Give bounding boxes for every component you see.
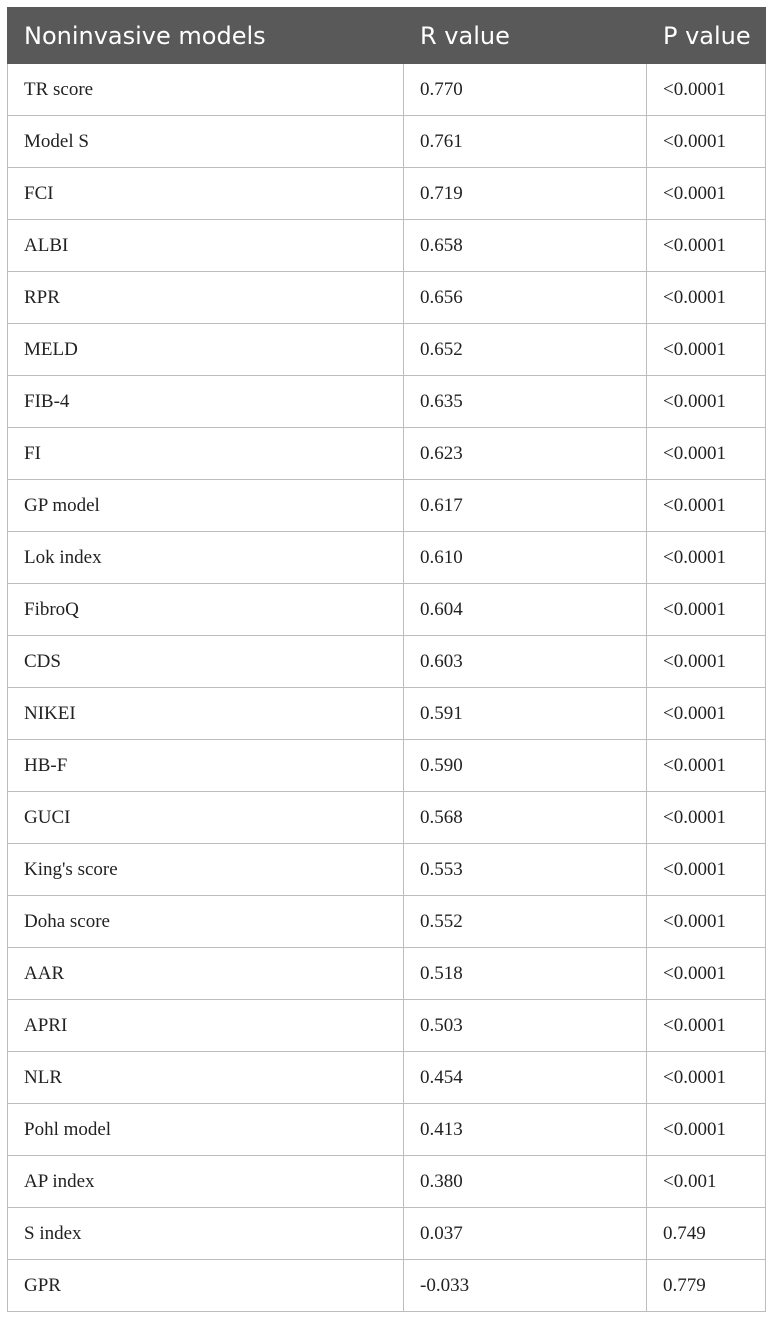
header-noninvasive-models: Noninvasive models [8,8,404,64]
table-body [8,64,766,1312]
r-value-cell: 0.454 [404,1052,647,1104]
table-header-row [8,8,766,64]
model-name-cell: GP model [8,480,404,532]
p-value-cell: <0.0001 [647,272,766,324]
table-row [8,64,766,116]
model-name-cell: CDS [8,636,404,688]
model-name-cell: Lok index [8,532,404,584]
table-row [8,376,766,428]
r-value-cell: 0.503 [404,1000,647,1052]
r-value-cell: 0.610 [404,532,647,584]
r-value-cell: 0.658 [404,220,647,272]
table-row [8,272,766,324]
model-name-cell: TR score [8,64,404,116]
model-name-cell: AAR [8,948,404,1000]
table-row [8,896,766,948]
table-row [8,1260,766,1312]
p-value-cell: <0.0001 [647,844,766,896]
p-value-cell: <0.0001 [647,1052,766,1104]
model-name-cell: FI [8,428,404,480]
p-value-cell: <0.0001 [647,480,766,532]
header-p-value: P value [647,8,766,64]
r-value-cell: 0.604 [404,584,647,636]
r-value-cell: 0.617 [404,480,647,532]
r-value-cell: 0.603 [404,636,647,688]
table-row [8,116,766,168]
r-value-cell: 0.518 [404,948,647,1000]
model-name-cell: FIB-4 [8,376,404,428]
p-value-cell: <0.0001 [647,688,766,740]
correlation-table [7,7,766,1312]
model-name-cell: GPR [8,1260,404,1312]
table-row [8,324,766,376]
p-value-cell: <0.0001 [647,376,766,428]
p-value-cell: 0.749 [647,1208,766,1260]
model-name-cell: FibroQ [8,584,404,636]
table-row [8,428,766,480]
p-value-cell: <0.0001 [647,948,766,1000]
p-value-cell: <0.0001 [647,1000,766,1052]
model-name-cell: Doha score [8,896,404,948]
model-name-cell: GUCI [8,792,404,844]
table-row [8,740,766,792]
model-name-cell: Model S [8,116,404,168]
p-value-cell: <0.0001 [647,740,766,792]
table-row [8,584,766,636]
r-value-cell: 0.635 [404,376,647,428]
p-value-cell: <0.0001 [647,584,766,636]
p-value-cell: <0.0001 [647,636,766,688]
model-name-cell: RPR [8,272,404,324]
p-value-cell: <0.0001 [647,168,766,220]
model-name-cell: ALBI [8,220,404,272]
table-row [8,1000,766,1052]
table-row [8,220,766,272]
p-value-cell: <0.0001 [647,532,766,584]
r-value-cell: 0.568 [404,792,647,844]
header-r-value: R value [404,8,647,64]
model-name-cell: NLR [8,1052,404,1104]
r-value-cell: 0.623 [404,428,647,480]
p-value-cell: <0.0001 [647,896,766,948]
model-name-cell: King's score [8,844,404,896]
table-row [8,168,766,220]
table-row [8,480,766,532]
model-name-cell: NIKEI [8,688,404,740]
p-value-cell: <0.0001 [647,324,766,376]
r-value-cell: 0.652 [404,324,647,376]
r-value-cell: 0.590 [404,740,647,792]
p-value-cell: <0.0001 [647,792,766,844]
r-value-cell: 0.380 [404,1156,647,1208]
r-value-cell: 0.770 [404,64,647,116]
r-value-cell: 0.719 [404,168,647,220]
r-value-cell: 0.553 [404,844,647,896]
table-row [8,1104,766,1156]
table-row [8,948,766,1000]
model-name-cell: MELD [8,324,404,376]
table-row [8,844,766,896]
model-name-cell: S index [8,1208,404,1260]
r-value-cell: 0.656 [404,272,647,324]
table-row [8,688,766,740]
p-value-cell: <0.0001 [647,220,766,272]
r-value-cell: -0.033 [404,1260,647,1312]
p-value-cell: <0.001 [647,1156,766,1208]
model-name-cell: FCI [8,168,404,220]
r-value-cell: 0.037 [404,1208,647,1260]
p-value-cell: <0.0001 [647,428,766,480]
r-value-cell: 0.413 [404,1104,647,1156]
p-value-cell: <0.0001 [647,116,766,168]
r-value-cell: 0.761 [404,116,647,168]
model-name-cell: APRI [8,1000,404,1052]
p-value-cell: <0.0001 [647,64,766,116]
p-value-cell: 0.779 [647,1260,766,1312]
r-value-cell: 0.591 [404,688,647,740]
table-row [8,636,766,688]
table-row [8,532,766,584]
table-row [8,792,766,844]
model-name-cell: HB-F [8,740,404,792]
r-value-cell: 0.552 [404,896,647,948]
model-name-cell: Pohl model [8,1104,404,1156]
table-row [8,1052,766,1104]
p-value-cell: <0.0001 [647,1104,766,1156]
table-row [8,1208,766,1260]
model-name-cell: AP index [8,1156,404,1208]
table-row [8,1156,766,1208]
